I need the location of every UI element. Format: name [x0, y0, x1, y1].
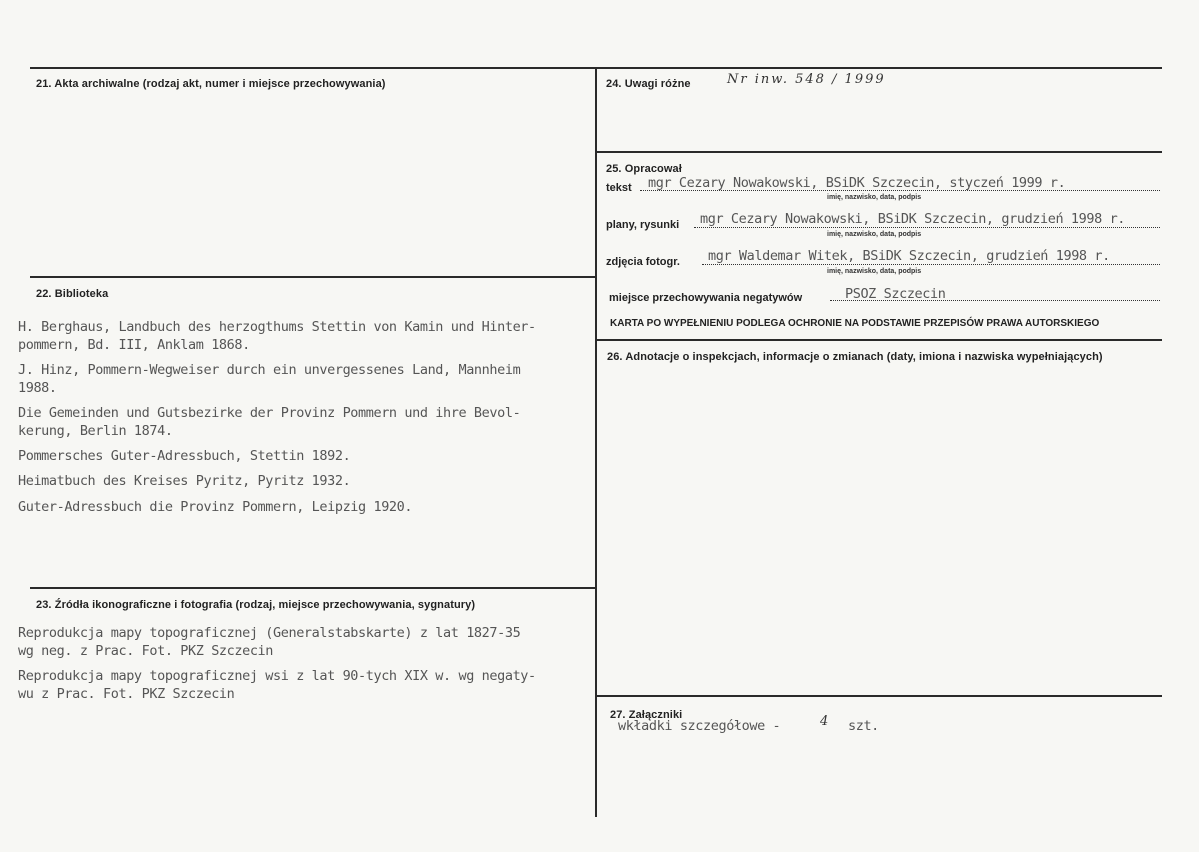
tekst-label: tekst	[606, 182, 632, 194]
biblioteka-line: Heimatbuch des Kreises Pyritz, Pyritz 1932.	[18, 473, 351, 489]
column-divider	[595, 67, 597, 817]
biblioteka-line: H. Berghaus, Landbuch des herzogthums Stettin von Kamin und Hinter-	[18, 319, 536, 335]
biblioteka-line: J. Hinz, Pommern-Wegweiser durch ein unvergessenes Land, Mannheim	[18, 362, 521, 378]
tekst-caption: imię, nazwisko, data, podpis	[827, 194, 922, 201]
zdjecia-caption: imię, nazwisko, data, podpis	[827, 268, 922, 275]
biblioteka-line: 1988.	[18, 380, 57, 396]
zdjecia-dots	[702, 264, 1160, 265]
zrodla-line: wu z Prac. Fot. PKZ Szczecin	[18, 686, 235, 702]
tekst-dots	[640, 190, 1160, 191]
rule-21-22	[30, 276, 596, 278]
section-21-header: 21. Akta archiwalne (rodzaj akt, numer i miejsce przechowywania)	[36, 78, 386, 90]
negatywy-label: miejsce przechowywania negatywów	[609, 292, 803, 304]
rule-24-25	[596, 151, 1162, 153]
plany-caption: imię, nazwisko, data, podpis	[827, 231, 922, 238]
zalaczniki-text: wkładki szczegółowe -	[618, 718, 781, 734]
section-22-header: 22. Biblioteka	[36, 288, 109, 300]
zalaczniki-count: 4	[820, 714, 831, 729]
zrodla-line: Reprodukcja mapy topograficznej wsi z lat 90-tych XIX w. wg negaty-	[18, 668, 536, 684]
negatywy-value: PSOZ Szczecin	[845, 286, 946, 302]
section-25-header: 25. Opracował	[606, 163, 682, 175]
rule-22-23	[30, 587, 596, 589]
section-23-header: 23. Źródła ikonograficzne i fotografia (rodzaj, miejsce przechowywania, sygnatury)	[36, 599, 476, 611]
zalaczniki-unit: szt.	[848, 718, 879, 734]
zdjecia-value: mgr Waldemar Witek, BSiDK Szczecin, grudzień 1998 r.	[708, 248, 1110, 264]
plany-label: plany, rysunki	[606, 219, 680, 231]
rule-25-26	[596, 339, 1162, 341]
copyright-notice: KARTA PO WYPEŁNIENIU PODLEGA OCHRONIE NA PODSTAWIE PRZEPISÓW PRAWA AUTORSKIEGO	[610, 318, 1100, 329]
inventory-note: Nr inw. 548 / 1999	[727, 72, 886, 87]
zdjecia-label: zdjęcia fotogr.	[606, 256, 680, 268]
rule-26-27	[596, 695, 1162, 697]
section-27-header: 27. Załączniki	[610, 709, 683, 721]
tekst-value: mgr Cezary Nowakowski, BSiDK Szczecin, styczeń 1999 r.	[648, 175, 1066, 191]
section-24-header: 24. Uwagi różne	[606, 78, 691, 90]
zrodla-line: wg neg. z Prac. Fot. PKZ Szczecin	[18, 643, 274, 659]
plany-value: mgr Cezary Nowakowski, BSiDK Szczecin, grudzień 1998 r.	[700, 211, 1126, 227]
section-26-header: 26. Adnotacje o inspekcjach, informacje o zmianach (daty, imiona i nazwiska wypełniających)	[607, 351, 1103, 363]
biblioteka-line: kerung, Berlin 1874.	[18, 423, 173, 439]
plany-dots	[694, 227, 1160, 228]
biblioteka-line: pommern, Bd. III, Anklam 1868.	[18, 337, 250, 353]
biblioteka-line: Die Gemeinden und Gutsbezirke der Provinz Pommern und ihre Bevol-	[18, 405, 521, 421]
biblioteka-line: Pommersches Guter-Adressbuch, Stettin 1892.	[18, 448, 351, 464]
negatywy-dots	[830, 300, 1160, 301]
biblioteka-line: Guter-Adressbuch die Provinz Pommern, Leipzig 1920.	[18, 499, 413, 515]
zrodla-line: Reprodukcja mapy topograficznej (Generalstabskarte) z lat 1827-35	[18, 625, 521, 641]
